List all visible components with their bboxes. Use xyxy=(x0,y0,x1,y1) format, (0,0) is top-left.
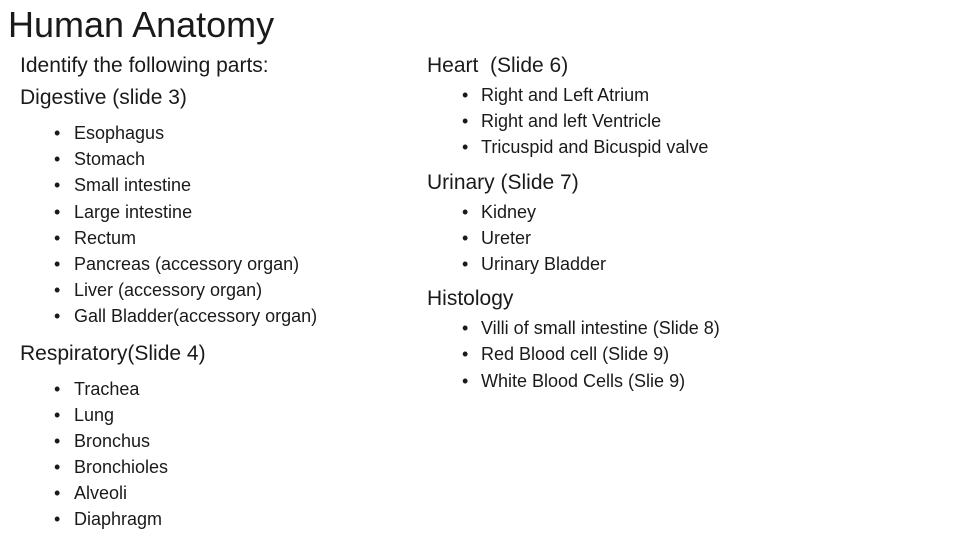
bullet-icon: • xyxy=(462,201,469,222)
list-item: • Stomach xyxy=(20,146,410,172)
bullet-icon: • xyxy=(462,227,469,248)
list-item: • Lung xyxy=(20,402,410,428)
list-item: • Urinary Bladder xyxy=(427,251,947,277)
list-item: • Gall Bladder(accessory organ) xyxy=(20,303,410,329)
list-item: • Liver (accessory organ) xyxy=(20,277,410,303)
list-item: • Pancreas (accessory organ) xyxy=(20,251,410,277)
bullet-icon: • xyxy=(54,483,61,504)
list-item: • Large intestine xyxy=(20,199,410,225)
bullet-icon: • xyxy=(462,85,469,105)
bullet-icon: • xyxy=(462,253,469,274)
section-heading-histology: Histology xyxy=(427,287,514,311)
bullet-icon: • xyxy=(54,430,61,451)
section-heading-respiratory: Respiratory(Slide 4) xyxy=(20,341,206,365)
bullet-icon: • xyxy=(54,280,61,301)
bullet-icon: • xyxy=(54,509,61,530)
right-column xyxy=(427,50,947,394)
section-heading-heart: Heart (Slide 6) xyxy=(427,54,569,77)
list-item: • White Blood Cells (Slie 9) xyxy=(427,368,947,394)
intro-text: Identify the following parts: xyxy=(20,54,269,77)
bullet-icon: • xyxy=(54,123,61,143)
list-item: • Bronchus xyxy=(20,428,410,454)
section-heading-digestive: Digestive (slide 3) xyxy=(20,86,187,109)
list-item: • Right and left Ventricle xyxy=(427,108,947,134)
list-item: • Trachea xyxy=(20,376,410,402)
bullet-icon: • xyxy=(54,253,61,274)
list-item: • Bronchioles xyxy=(20,454,410,480)
slide-title: Human Anatomy xyxy=(8,4,275,45)
bullet-icon: • xyxy=(462,137,469,158)
list-item: • Villi of small intestine (Slide 8) xyxy=(427,315,947,341)
bullet-icon: • xyxy=(54,201,61,222)
section-heading-urinary: Urinary (Slide 7) xyxy=(427,170,579,194)
left-column xyxy=(20,50,410,533)
bullet-icon: • xyxy=(54,149,61,170)
heart-list xyxy=(427,82,947,161)
list-item: • Ureter xyxy=(427,225,947,251)
respiratory-list xyxy=(20,376,410,533)
list-item: • Kidney xyxy=(427,199,947,225)
bullet-icon: • xyxy=(462,318,469,339)
digestive-list xyxy=(20,120,410,330)
list-item: • Rectum xyxy=(20,225,410,251)
list-item: • Tricuspid and Bicuspid valve xyxy=(427,134,947,160)
bullet-icon: • xyxy=(462,344,469,365)
list-item: • Right and Left Atrium xyxy=(427,82,947,108)
list-item: • Diaphragm xyxy=(20,506,410,532)
bullet-icon: • xyxy=(462,370,469,391)
bullet-icon: • xyxy=(54,404,61,425)
bullet-icon: • xyxy=(54,306,61,327)
list-item: • Small intestine xyxy=(20,172,410,198)
bullet-icon: • xyxy=(54,227,61,248)
bullet-icon: • xyxy=(54,457,61,478)
urinary-list xyxy=(427,199,947,278)
bullet-icon: • xyxy=(462,111,469,132)
histology-list xyxy=(427,315,947,394)
bullet-icon: • xyxy=(54,175,61,196)
list-item: • Alveoli xyxy=(20,480,410,506)
list-item: • Red Blood cell (Slide 9) xyxy=(427,341,947,367)
list-item: • Esophagus xyxy=(20,120,410,146)
bullet-icon: • xyxy=(54,378,61,399)
